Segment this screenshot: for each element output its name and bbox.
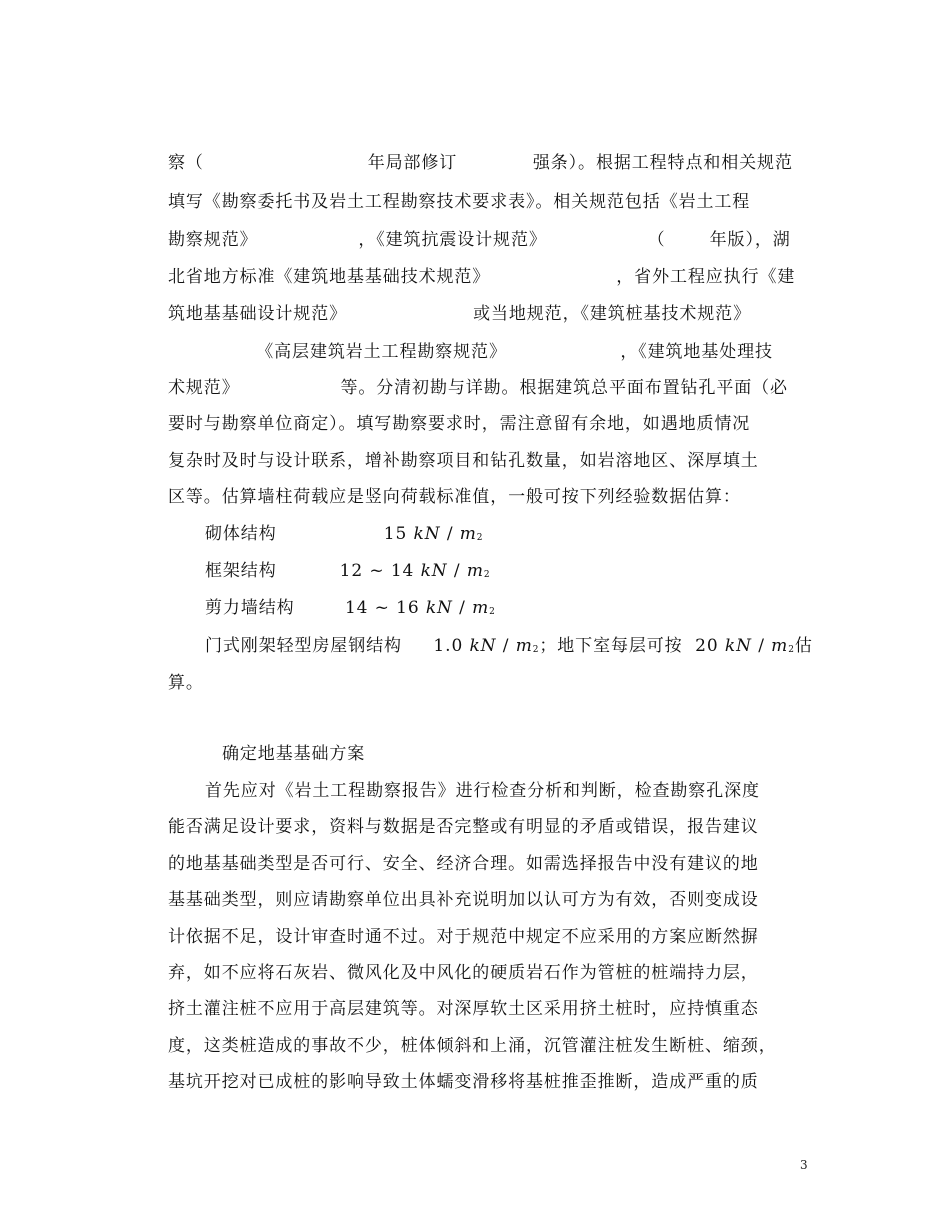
body-line: 度，这类桩造成的事故不少，桩体倾斜和上涌，沉管灌注桩发生断桩、缩颈， [168,1036,777,1056]
unit-sup: 2 [476,533,484,543]
body-line: 的地基基础类型是否可行、安全、经济合理。如需选择报告中没有建议的地 [168,854,759,874]
body-line: 勘察规范》 ，《建筑抗震设计规范》 （ 年版），湖 [168,230,791,250]
unit-m: m [459,524,477,544]
load-name: 砌体结构 [205,524,277,544]
load-row [205,561,490,585]
body-line: 术规范》 等。分清初勘与详勘。根据建筑总平面布置钻孔平面（必 [168,378,788,398]
portal-suffix: 估 [794,636,813,656]
body-line: 北省地方标准《建筑地基基础技术规范》 ，省外工程应执行《建 [168,267,796,287]
body-line: 区等。估算墙柱荷载应是竖向荷载标准值，一般可按下列经验数据估算： [168,487,741,507]
body-line: 察（ 年局部修订 强条）。根据工程特点和相关规范 [168,153,793,173]
unit-kn: kN [469,636,497,656]
unit-slash: / [440,524,460,544]
unit-m: m [515,636,533,656]
unit-sup: 2 [483,570,491,580]
unit-m: m [771,636,789,656]
unit-slash: / [447,561,467,581]
load-name: 框架结构 [205,561,277,581]
load-name: 剪力墙结构 [205,598,295,618]
page-number: 3 [800,1158,808,1172]
load-value: 12 ~ 14 [339,561,421,581]
section-heading: 确定地基基础方案 [222,744,366,764]
body-line: 首先应对《岩土工程勘察报告》进行检查分析和判断，检查勘察孔深度 [205,781,760,801]
body-line: 筑地基基础设计规范》 或当地规范，《建筑桩基技术规范》 [168,304,751,324]
load-gap [295,598,345,618]
portal-frame-line [205,636,813,660]
body-line: 弃，如不应将石灰岩、微风化及中风化的硬质岩石作为管桩的桩端持力层， [168,963,759,983]
body-line: 填写《勘察委托书及岩土工程勘察技术要求表》。相关规范包括《岩土工程 [168,192,751,212]
body-line: 计依据不足，设计审查时通不过。对于规范中规定不应采用的方案应断然摒 [168,927,759,947]
unit-m: m [472,598,490,618]
body-line: 要时与勘察单位商定）。填写勘察要求时，需注意留有余地，如遇地质情况 [168,414,751,434]
unit-sup: 2 [489,607,496,617]
portal-mid: ；地下室每层可按 20 [539,636,725,656]
body-line: 能否满足设计要求，资料与数据是否完整或有明显的矛盾或错误，报告建议 [168,817,759,837]
unit-slash: / [496,636,516,656]
unit-slash: / [751,636,772,656]
portal-prefix: 门式刚架轻型房屋钢结构 1.0 [205,636,470,656]
load-value: 15 [383,524,414,544]
unit-kn: kN [425,598,453,618]
body-line: 《高层建筑岩土工程勘察规范》 ，《建筑地基处理技 [168,342,773,362]
body-line: 复杂时及时与设计联系，增补勘察项目和钻孔数量，如岩溶地区、深厚填土 [168,451,759,471]
body-line: 算。 [168,673,204,693]
unit-m: m [466,561,484,581]
load-row [205,524,483,548]
unit-kn: kN [724,636,752,656]
load-row [205,598,496,622]
load-gap [277,561,340,581]
body-line: 挤土灌注桩不应用于高层建筑等。对深厚软土区采用挤土桩时，应持慎重态 [168,999,759,1019]
body-line: 基基础类型，则应请勘察单位出具补充说明加以认可方为有效，否则变成设 [168,890,759,910]
unit-slash: / [452,598,473,618]
unit-sup: 2 [788,645,795,655]
load-gap [277,524,384,544]
unit-sup: 2 [532,645,540,655]
load-value: 14 ~ 16 [344,598,426,618]
body-line: 基坑开挖对已成桩的影响导致土体蠕变滑移将基桩推歪推断，造成严重的质 [168,1072,759,1092]
unit-kn: kN [420,561,448,581]
unit-kn: kN [413,524,441,544]
